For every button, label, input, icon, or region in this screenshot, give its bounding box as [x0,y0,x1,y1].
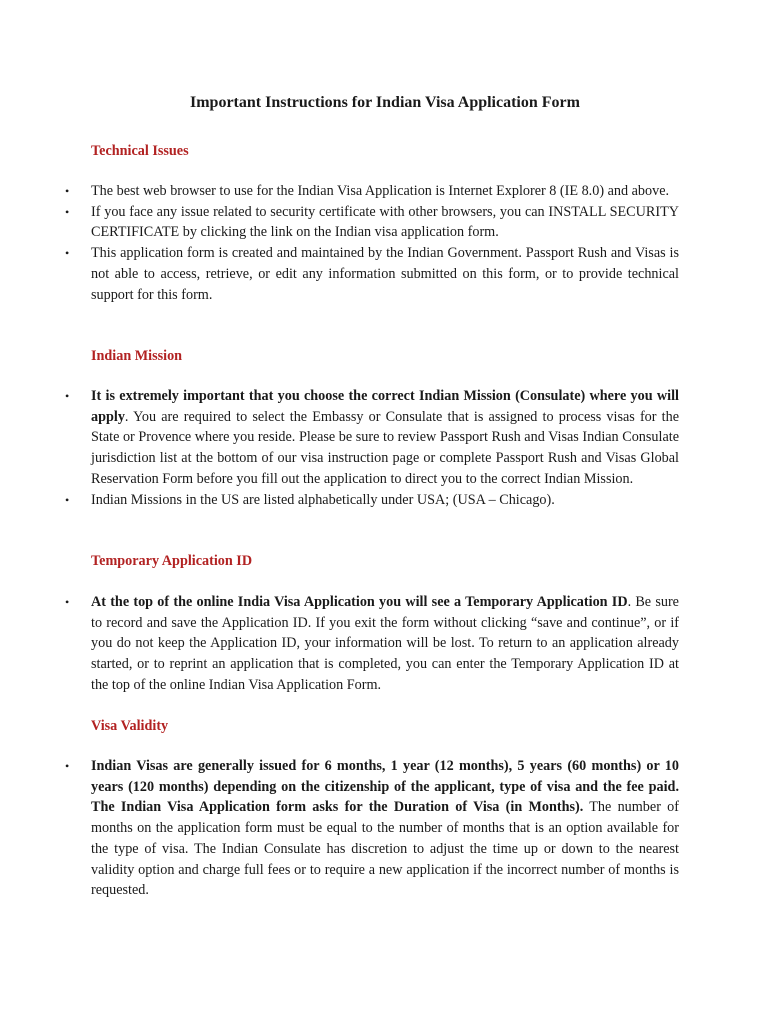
list-item: • The best web browser to use for the Indian Visa Application is Internet Explorer 8 (IE 8.0) and above. [0,181,770,202]
list-item: • It is extremely important that you choose the correct Indian Mission (Consulate) where you will apply. You are required to select the Embassy or Consulate that is assigned to process visas for the State or Provence where you reside. Please be sure to review Passport Rush and Visas Indian Consulate jurisdiction list at the bottom of our visa instruction page or complete Passport Rush and Visas Global Reservation Form before you fill out the application to direct you to the correct Indian Mission. [65,388,679,487]
visa-validity-list [0,756,770,901]
bullet-icon: • [65,184,70,198]
list-item: • Indian Missions in the US are listed alphabetically under USA; (USA – Chicago). [0,490,770,511]
list-item: • At the top of the online India Visa Application you will see a Temporary Application ID. Be sure to record and save the Application ID. If you exit the form without clicking “save and continue”, or if you do not keep the Application ID, your information will be lost. To return to an application already started, or to reprint an application that is completed, you can enter the Temporary Application ID at the top of the online Indian Visa Application Form. [65,594,679,693]
list-item: • This application form is created and maintained by the Indian Government. Passport Rush and Visas is not able to access, retrieve, or edit any information submitted on this form, or to provide technical support for this form. [65,245,679,303]
technical-issues-list [0,181,770,305]
bullet-icon: • [65,389,70,403]
bullet-icon: • [65,246,70,261]
bullet-icon: • [65,492,70,507]
bullet-icon: • [65,759,70,773]
section-heading-visa-validity: Visa Validity [91,718,169,734]
bullet-icon: • [65,204,70,219]
indian-mission-list [0,386,770,510]
section-heading-temporary-application-id: Temporary Application ID [91,553,253,569]
temporary-application-id-list [0,592,770,696]
list-item: • Indian Visas are generally issued for 6 months, 1 year (12 months), 5 years (60 months) or 10 years (120 months) depending on the citizenship of the applicant, type of visa and the fee paid. The Indian Visa Application form asks for the Duration of Visa (in Months). The number of months on the application form must be equal to the number of months that is an option available for the type of visa. The Indian Consulate has discretion to adjust the time up or down to the nearest validity option and charge full fees or to require a new application if the incorrect number of months is requested. [65,758,679,899]
section-heading-technical-issues: Technical Issues [91,143,189,159]
list-item: • If you face any issue related to security certificate with other browsers, you can INSTALL SECURITY CERTIFICATE by clicking the link on the Indian visa application form. [65,203,679,241]
section-heading-indian-mission: Indian Mission [91,348,183,364]
bullet-icon: • [65,595,70,609]
page-title: Important Instructions for Indian Visa Application Form [190,94,580,111]
